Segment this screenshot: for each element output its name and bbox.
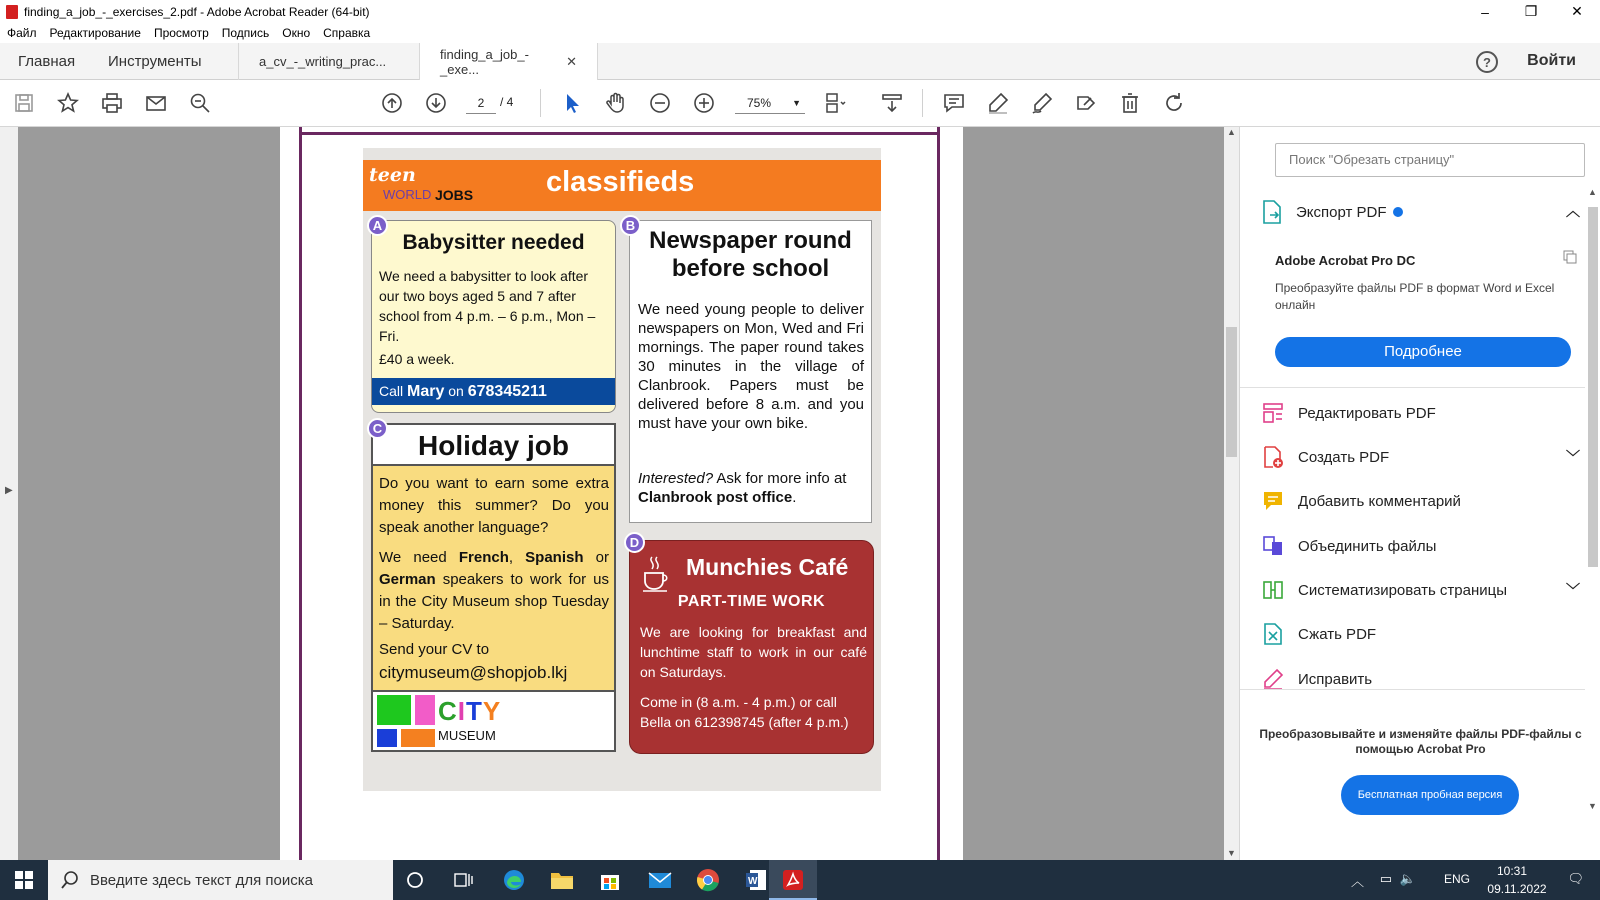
- export-pdf-label: Экспорт PDF: [1296, 203, 1387, 221]
- zoom-search-icon[interactable]: [186, 89, 214, 117]
- close-button[interactable]: ✕: [1571, 3, 1583, 19]
- sign-icon[interactable]: [1028, 89, 1056, 117]
- ad-holiday-job: [371, 423, 616, 752]
- badge-b: B: [620, 215, 641, 236]
- ad-c-body2-pre: We need: [379, 549, 447, 566]
- pro-description: Преобразуйте файлы PDF в формат Word и Excel онлайн: [1275, 281, 1555, 312]
- pro-title: Adobe Acrobat Pro DC: [1275, 253, 1416, 268]
- create-pdf-icon: [1260, 444, 1286, 470]
- badge-dot-icon: [1393, 207, 1403, 217]
- page-view-icon[interactable]: [822, 89, 850, 117]
- ad-c-heading: Holiday job: [373, 425, 614, 466]
- zoom-out-icon[interactable]: [646, 89, 674, 117]
- ad-b-heading-line1: Newspaper round: [649, 227, 852, 254]
- compress-pdf-icon: [1260, 621, 1286, 647]
- tab-document-finding-job[interactable]: [420, 43, 598, 81]
- logo-square-orange: [401, 729, 435, 747]
- tool-combine-files[interactable]: [1260, 531, 1580, 561]
- fill-sign-icon[interactable]: [1072, 89, 1100, 117]
- ad-c-body2-post: speakers to work for us in the City Museum shop Tuesday – Saturday.: [379, 571, 609, 632]
- task-view-icon[interactable]: [449, 866, 477, 894]
- logo-square-pink: [415, 695, 435, 725]
- rotate-icon[interactable]: [1160, 89, 1188, 117]
- tab-bar: [0, 43, 1600, 80]
- copy-icon: [1562, 249, 1578, 265]
- tool-create-pdf[interactable]: [1260, 442, 1580, 472]
- search-icon: [60, 870, 80, 890]
- document-scrollbar[interactable]: [1224, 127, 1239, 860]
- menu-file[interactable]: Файл: [7, 26, 37, 40]
- logo-city-text: CITY: [438, 696, 502, 726]
- banner-jobs: JOBS: [435, 187, 474, 203]
- input-language[interactable]: ENG: [1443, 872, 1470, 886]
- ad-b-body: We need young people to deliver newspapers on Mon, Wed and Fri mornings. The paper round takes 30 minutes in the village of Clanbrook. Papers must be delivered before 8 a.m. and you must have your own bike.: [638, 301, 864, 432]
- tray-expand-icon[interactable]: ︿: [1350, 874, 1364, 889]
- file-explorer-icon[interactable]: [548, 866, 576, 894]
- ad-a-callbar: [372, 378, 615, 405]
- system-tray: [1340, 860, 1600, 900]
- tab-home[interactable]: Главная: [18, 53, 76, 70]
- menu-view[interactable]: Просмотр: [153, 26, 209, 40]
- ad-c-lang-german: German: [379, 571, 436, 588]
- clock-date[interactable]: 09.11.2022: [1487, 882, 1547, 896]
- select-cursor-icon[interactable]: [558, 89, 586, 117]
- tool-compress-pdf-label: Сжать PDF: [1298, 625, 1377, 643]
- ad-b-interested: Interested?: [638, 470, 714, 487]
- email-icon[interactable]: [142, 89, 170, 117]
- ad-d-sub: PART-TIME WORK: [677, 593, 826, 610]
- ad-a-call-number: 678345211: [467, 383, 547, 400]
- bookmark-star-icon[interactable]: [54, 89, 82, 117]
- tools-pane-scrollbar[interactable]: [1586, 187, 1600, 817]
- banner-title: classifieds: [546, 166, 695, 198]
- ad-b-place: Clanbrook post office: [638, 489, 793, 506]
- ad-c-email: citymuseum@shopjob.lkj: [379, 663, 568, 682]
- coffee-cup-icon: [642, 555, 670, 593]
- ad-c-body2: [379, 547, 609, 635]
- ad-munchies-cafe: [629, 540, 874, 754]
- cortana-icon[interactable]: [401, 866, 429, 894]
- badge-a: A: [367, 215, 388, 236]
- signin-button[interactable]: Войти: [1527, 52, 1576, 69]
- scroll-down-icon[interactable]: ▼: [1588, 801, 1597, 811]
- ad-a-call-on: on: [448, 383, 464, 399]
- combine-files-icon: [1260, 533, 1286, 559]
- mail-icon[interactable]: [646, 866, 674, 894]
- tab-close-icon[interactable]: ✕: [566, 54, 577, 69]
- zoom-in-icon[interactable]: [690, 89, 718, 117]
- tool-combine-files-label: Объединить файлы: [1298, 537, 1437, 555]
- left-panel-toggle[interactable]: [0, 127, 18, 860]
- toolbar: [0, 80, 1600, 127]
- ad-c-lang-spanish: Spanish: [525, 549, 584, 566]
- ad-a-call-prefix: Call: [379, 383, 404, 399]
- ad-c-body1: Do you want to earn some extra money this summer? Do you speak another language?: [379, 475, 609, 536]
- ad-babysitter: [371, 220, 616, 413]
- ad-a-body: We need a babysitter to look after our two boys aged 5 and 7 after school from 4 p.m. – 6 p.m., Mon – Fri.: [379, 268, 596, 344]
- organize-pages-icon: [1260, 577, 1286, 603]
- window-title: finding_a_job_-_exercises_2.pdf - Adobe Acrobat Reader (64-bit): [24, 4, 370, 19]
- divider: [1240, 387, 1585, 388]
- save-icon[interactable]: [10, 89, 38, 117]
- word-icon[interactable]: [742, 866, 770, 894]
- more-info-button[interactable]: Подробнее: [1275, 337, 1571, 367]
- tab-document-cv[interactable]: [238, 43, 420, 80]
- menu-sign[interactable]: Подпись: [221, 26, 270, 40]
- windows-start-icon[interactable]: [0, 860, 48, 900]
- scroll-thumb[interactable]: [1226, 327, 1237, 457]
- badge-c: C: [367, 418, 388, 439]
- scroll-up-icon[interactable]: ▲: [1588, 187, 1597, 197]
- taskbar: [0, 860, 1600, 900]
- export-pdf-row[interactable]: [1260, 197, 1580, 227]
- free-trial-button[interactable]: Бесплатная пробная версия: [1341, 775, 1519, 815]
- banner-world: WORLD: [383, 187, 432, 202]
- tool-organize-pages-label: Систематизировать страницы: [1298, 581, 1508, 599]
- toolbar-divider: [540, 89, 541, 117]
- city-museum-logo: [373, 690, 614, 750]
- minimize-button[interactable]: –: [1481, 3, 1489, 20]
- clock-time[interactable]: 10:31: [1496, 864, 1528, 878]
- notifications-icon[interactable]: 🗨: [1567, 871, 1584, 886]
- banner-teen: teen: [369, 164, 416, 186]
- tab-document-cv-label: a_cv_-_writing_prac...: [259, 54, 387, 69]
- logo-museum-text: MUSEUM: [438, 728, 496, 743]
- tool-edit-pdf[interactable]: [1260, 398, 1580, 428]
- chevron-up-icon[interactable]: ︿: [1566, 203, 1580, 219]
- acrobat-icon: [6, 5, 18, 19]
- comment-icon[interactable]: [940, 89, 968, 117]
- chevron-down-icon: ▼: [792, 98, 801, 108]
- svg-text:W: W: [748, 876, 758, 887]
- page-up-icon[interactable]: [378, 89, 406, 117]
- print-icon[interactable]: [98, 89, 126, 117]
- menu-help[interactable]: Справка: [323, 26, 371, 40]
- add-comment-icon: [1260, 488, 1286, 514]
- ad-c-send: Send your CV to: [379, 641, 490, 658]
- ad-d-body: We are looking for breakfast and lunchtime staff to work in our café on Saturdays.: [640, 624, 867, 680]
- chevron-down-icon[interactable]: ﹀: [1566, 449, 1580, 465]
- tool-organize-pages[interactable]: [1260, 575, 1580, 605]
- badge-d: D: [624, 532, 645, 553]
- scroll-mode-icon[interactable]: [878, 89, 906, 117]
- page-number-input[interactable]: 2: [466, 92, 496, 114]
- classifieds-banner: [363, 160, 881, 211]
- tab-tools[interactable]: Инструменты: [108, 53, 202, 70]
- ad-d-call: Come in (8 a.m. - 4 p.m.) or call Bella on 612398745 (after 4 p.m.): [640, 694, 849, 730]
- page-down-icon[interactable]: [422, 89, 450, 117]
- acrobat-taskbar-icon[interactable]: [779, 866, 807, 894]
- scroll-thumb[interactable]: [1588, 207, 1598, 567]
- tool-compress-pdf[interactable]: [1260, 619, 1580, 649]
- ad-b-ask: Ask for more info at: [716, 470, 847, 487]
- ad-c-comma: ,: [508, 549, 514, 566]
- zoom-value: 75%: [747, 96, 772, 110]
- taskbar-search[interactable]: [48, 860, 393, 900]
- tool-create-pdf-label: Создать PDF: [1298, 448, 1390, 466]
- volume-icon[interactable]: 🔈: [1399, 871, 1416, 886]
- scroll-up-icon[interactable]: ▲: [1227, 127, 1236, 137]
- ad-newspaper-round: [629, 220, 872, 523]
- page-total: / 4: [500, 95, 514, 109]
- ad-b-more-info: [638, 469, 864, 507]
- zoom-select[interactable]: [735, 92, 805, 114]
- store-icon[interactable]: [596, 866, 624, 894]
- help-icon[interactable]: ?: [1476, 51, 1498, 73]
- network-icon[interactable]: ▭: [1379, 871, 1392, 886]
- tools-pane: [1239, 127, 1600, 860]
- ad-a-call-name: Mary: [407, 383, 445, 400]
- ad-a-price: £40 a week.: [379, 351, 455, 367]
- ad-b-period: .: [792, 489, 797, 506]
- menu-bar: [0, 23, 1600, 43]
- ad-b-heading-line2: before school: [671, 255, 830, 282]
- ad-b-heading: [630, 227, 871, 283]
- chevron-down-icon[interactable]: ﹀: [1566, 582, 1580, 598]
- logo-square-blue: [377, 729, 397, 747]
- tool-edit-pdf-label: Редактировать PDF: [1298, 404, 1436, 422]
- edit-pdf-icon: [1260, 400, 1286, 426]
- highlight-pen-icon[interactable]: [984, 89, 1012, 117]
- maximize-button[interactable]: ❐: [1524, 3, 1538, 19]
- hand-tool-icon[interactable]: [602, 89, 630, 117]
- menu-window[interactable]: Окно: [282, 26, 311, 40]
- ad-a-heading: Babysitter needed: [402, 231, 585, 254]
- export-pdf-icon: [1260, 199, 1284, 225]
- title-bar: [0, 0, 1600, 23]
- ad-d-heading: Munchies Café: [686, 554, 849, 580]
- promo-text: Преобразовывайте и изменяйте файлы PDF-файлы с помощью Acrobat Pro: [1259, 727, 1582, 756]
- divider: [1240, 689, 1585, 690]
- tool-add-comment[interactable]: [1260, 486, 1580, 516]
- tool-fix-label: Исправить: [1298, 670, 1373, 688]
- menu-edit[interactable]: Редактирование: [49, 26, 141, 40]
- edge-icon[interactable]: [500, 866, 528, 894]
- chrome-icon[interactable]: [694, 866, 722, 894]
- taskbar-search-placeholder: Введите здесь текст для поиска: [90, 871, 313, 889]
- expand-left-icon[interactable]: ▶: [5, 485, 13, 496]
- toolbar-divider: [922, 89, 923, 117]
- tools-search-input[interactable]: Поиск "Обрезать страницу": [1275, 143, 1585, 177]
- ad-c-lang-french: French: [458, 549, 509, 566]
- logo-square-green: [377, 695, 411, 725]
- window-controls: [1462, 0, 1600, 23]
- scroll-down-icon[interactable]: ▼: [1227, 848, 1236, 858]
- ad-c-or: or: [595, 549, 609, 566]
- tool-add-comment-label: Добавить комментарий: [1298, 492, 1461, 510]
- delete-icon[interactable]: [1116, 89, 1144, 117]
- tab-document-finding-job-label: finding_a_job_-_exe...: [440, 47, 529, 77]
